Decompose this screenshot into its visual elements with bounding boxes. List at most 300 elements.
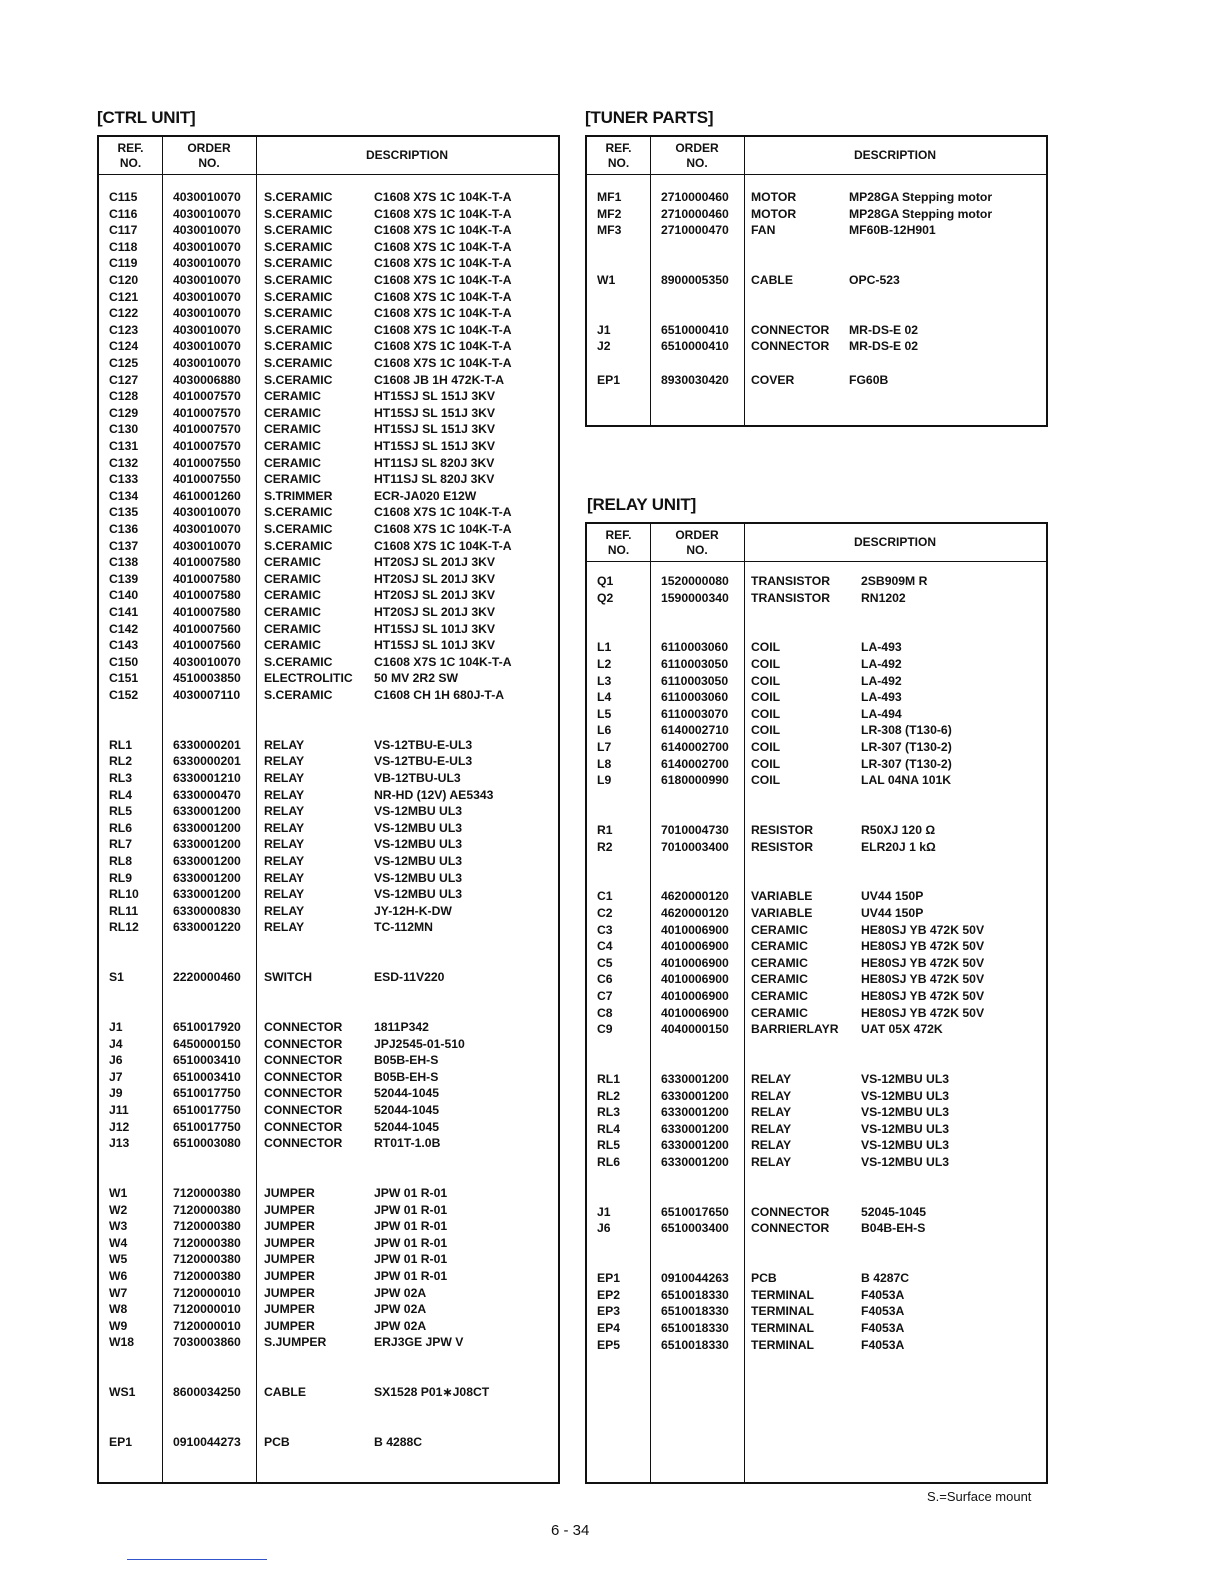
part-type-cell: PCB	[751, 1271, 777, 1286]
ref-no-cell: RL9	[109, 870, 133, 885]
bottom-rule	[127, 1559, 267, 1560]
table-row	[587, 706, 1046, 723]
part-type-cell: CONNECTOR	[751, 1221, 830, 1236]
part-spec-cell: C1608 X7S 1C 104K-T-A	[374, 223, 512, 238]
ref-no-cell: R1	[597, 823, 613, 837]
part-spec-cell: MR-DS-E 02	[849, 322, 919, 337]
ref-no-cell: EP1	[109, 1435, 133, 1449]
part-type-cell: S.CERAMIC	[264, 256, 333, 271]
ref-header-line2: NO.	[607, 155, 630, 170]
part-type-cell: RESISTOR	[751, 839, 814, 854]
part-type-cell: RELAY	[264, 887, 305, 902]
ref-no-cell: C121	[109, 289, 139, 304]
table-row	[99, 471, 558, 488]
table-row	[99, 1019, 558, 1036]
ref-no-cell: RL3	[597, 1105, 621, 1120]
order-header-line1: ORDER	[675, 527, 719, 542]
order-no-cell: 4030010070	[173, 273, 241, 287]
part-spec-cell: SX1528 P01∗J08CT	[374, 1385, 490, 1400]
order-no-cell: 4010007580	[173, 588, 241, 603]
order-no-cell: 4030010070	[173, 256, 241, 271]
ref-no-cell: RL1	[597, 1072, 621, 1086]
part-spec-cell: HE80SJ YB 472K 50V	[861, 972, 985, 987]
order-no-cell: 6140002710	[661, 723, 729, 738]
part-type-cell: FAN	[751, 223, 776, 238]
part-spec-cell: TC-112MN	[374, 920, 433, 935]
part-type-cell: MOTOR	[751, 190, 797, 204]
table-row	[99, 670, 558, 687]
order-no-cell: 6110003070	[661, 706, 729, 721]
ref-no-header	[587, 524, 650, 561]
order-no-cell: 4010006900	[661, 955, 729, 970]
part-spec-cell: B04B-EH-S	[861, 1221, 926, 1236]
ref-no-cell: C115	[109, 190, 138, 204]
ref-header-line1: REF.	[605, 527, 632, 542]
part-spec-cell: OPC-523	[849, 273, 900, 287]
order-no-cell: 4010007550	[173, 472, 241, 487]
part-spec-cell: HT15SJ SL 151J 3KV	[374, 405, 496, 420]
order-no-cell: 1520000080	[661, 574, 729, 588]
description-header: DESCRIPTION	[853, 535, 936, 549]
table-row	[99, 1218, 558, 1235]
part-type-cell: S.CERAMIC	[264, 688, 333, 702]
ref-no-cell: C143	[109, 638, 139, 653]
part-spec-cell: 52045-1045	[861, 1204, 927, 1219]
part-type-cell: RELAY	[264, 870, 305, 885]
ref-no-cell: L7	[597, 740, 612, 754]
table-row	[99, 1069, 558, 1086]
ref-no-header	[99, 137, 162, 174]
part-spec-cell: VS-12MBU UL3	[374, 837, 463, 852]
table-row	[99, 272, 558, 289]
ref-no-cell: C125	[109, 356, 139, 370]
ref-no-cell: R2	[597, 839, 613, 854]
ref-no-cell: W1	[109, 1186, 128, 1200]
ref-no-cell: J1	[597, 1204, 611, 1219]
order-no-cell: 4610001260	[173, 488, 241, 503]
part-type-cell: RELAY	[751, 1105, 792, 1120]
ref-no-cell: C120	[109, 273, 139, 287]
order-no-cell: 7010003400	[661, 839, 729, 854]
order-no-cell: 7120000380	[173, 1269, 241, 1283]
table-row	[587, 1121, 1046, 1138]
table-row	[99, 853, 558, 870]
table-row	[99, 1251, 558, 1268]
part-spec-cell: VS-12MBU UL3	[374, 820, 463, 835]
part-type-cell: S.CERAMIC	[264, 190, 333, 204]
part-type-cell: CABLE	[751, 273, 793, 287]
order-no-header	[650, 137, 744, 174]
part-type-cell: CERAMIC	[751, 989, 808, 1003]
table-row	[587, 888, 1046, 905]
ref-no-cell: W6	[109, 1269, 128, 1283]
order-no-cell: 8600034250	[173, 1385, 241, 1400]
part-spec-cell: VS-12MBU UL3	[861, 1088, 950, 1103]
table-row	[587, 272, 1046, 289]
order-no-cell: 7120000010	[173, 1318, 241, 1333]
table-row	[99, 322, 558, 339]
order-no-cell: 4010007580	[173, 571, 241, 586]
ref-no-cell: RL4	[109, 787, 133, 802]
part-type-cell: CERAMIC	[264, 455, 321, 470]
order-no-cell: 4030010070	[173, 322, 241, 337]
ref-no-cell: C142	[109, 621, 139, 636]
ref-no-cell: W2	[109, 1202, 128, 1217]
part-spec-cell: HT20SJ SL 201J 3KV	[374, 555, 496, 570]
order-no-cell: 2710000470	[661, 223, 729, 238]
part-type-cell: CERAMIC	[751, 939, 808, 954]
part-type-cell: S.CERAMIC	[264, 538, 333, 553]
part-type-cell: CONNECTOR	[264, 1086, 343, 1101]
part-type-cell: CONNECTOR	[751, 322, 830, 337]
table-row	[587, 1204, 1046, 1221]
table-row	[587, 338, 1046, 355]
part-type-cell: COIL	[751, 690, 781, 705]
order-no-cell: 4030006880	[173, 372, 241, 387]
table-row	[99, 903, 558, 920]
part-type-cell: CABLE	[264, 1385, 306, 1400]
table-row	[587, 322, 1046, 339]
part-type-cell: CONNECTOR	[751, 339, 830, 354]
order-no-cell: 6510018330	[661, 1287, 729, 1302]
part-type-cell: CERAMIC	[751, 955, 808, 970]
part-spec-cell: HE80SJ YB 472K 50V	[861, 989, 985, 1003]
table-row	[587, 189, 1046, 206]
order-no-cell: 6510017750	[173, 1119, 241, 1134]
order-no-cell: 6330001200	[661, 1121, 729, 1136]
part-type-cell: COIL	[751, 740, 781, 754]
ref-no-cell: C1	[597, 889, 613, 904]
order-no-cell: 6450000150	[173, 1036, 241, 1051]
ref-no-cell: C134	[109, 488, 139, 503]
order-no-cell: 6330001210	[173, 771, 241, 785]
part-type-cell: TERMINAL	[751, 1337, 814, 1352]
part-spec-cell: LA-494	[861, 706, 902, 721]
order-no-cell: 6330000201	[173, 754, 241, 769]
ref-no-cell: C123	[109, 322, 139, 337]
table-row	[99, 355, 558, 372]
ref-no-cell: C139	[109, 571, 139, 586]
part-type-cell: CERAMIC	[264, 571, 321, 586]
ref-no-cell: C133	[109, 472, 139, 487]
part-type-cell: VARIABLE	[751, 889, 813, 904]
order-no-cell: 6330001200	[661, 1155, 729, 1169]
table-row	[587, 689, 1046, 706]
part-spec-cell: JPW 01 R-01	[374, 1252, 448, 1267]
footnote: S.=Surface mount	[927, 1489, 1032, 1504]
description-header: DESCRIPTION	[365, 148, 448, 162]
tuner-parts-title: [TUNER PARTS]	[585, 108, 714, 127]
order-no-cell: 6110003060	[661, 640, 729, 655]
header-divider	[99, 174, 558, 175]
ref-no-cell: J13	[109, 1136, 130, 1151]
table-row	[99, 504, 558, 521]
table-row	[99, 1301, 558, 1318]
ref-no-cell: MF2	[597, 206, 622, 221]
table-row	[587, 1005, 1046, 1022]
table-row	[99, 1085, 558, 1102]
part-type-cell: RELAY	[751, 1072, 792, 1086]
part-spec-cell: RT01T-1.0B	[374, 1136, 441, 1151]
part-spec-cell: UV44 150P	[861, 889, 924, 904]
ref-no-cell: C128	[109, 389, 139, 404]
order-no-cell: 0910044263	[661, 1271, 729, 1286]
ref-no-cell: MF3	[597, 223, 622, 238]
part-spec-cell: VS-12TBU-E-UL3	[374, 737, 473, 752]
ref-no-cell: EP4	[597, 1321, 621, 1335]
order-no-cell: 7030003860	[173, 1335, 241, 1350]
table-row	[587, 988, 1046, 1005]
part-type-cell: RELAY	[751, 1121, 792, 1136]
table-row	[99, 338, 558, 355]
order-no-cell: 6140002700	[661, 740, 729, 754]
part-type-cell: CERAMIC	[264, 621, 321, 636]
part-type-cell: CERAMIC	[264, 472, 321, 487]
ref-no-cell: C9	[597, 1022, 613, 1037]
part-type-cell: JUMPER	[264, 1235, 315, 1250]
part-type-cell: CERAMIC	[264, 638, 321, 653]
ref-no-cell: J1	[597, 322, 611, 337]
order-no-cell: 6110003060	[661, 690, 729, 705]
order-header-line2: NO.	[198, 155, 220, 170]
part-type-cell: TRANSISTOR	[751, 574, 830, 588]
part-spec-cell: VS-12MBU UL3	[374, 887, 463, 902]
part-type-cell: JUMPER	[264, 1202, 315, 1217]
table-row	[587, 822, 1046, 839]
order-no-cell: 4010006900	[661, 989, 729, 1003]
order-no-cell: 4030010070	[173, 306, 241, 321]
relay-unit-table	[585, 522, 1048, 1484]
table-row	[587, 955, 1046, 972]
part-type-cell: TERMINAL	[751, 1321, 814, 1335]
table-row	[587, 573, 1046, 590]
order-no-cell: 1590000340	[661, 590, 729, 605]
ref-no-cell: C119	[109, 256, 138, 271]
ref-no-cell: Q2	[597, 590, 614, 605]
part-spec-cell: LAL 04NA 101K	[861, 773, 952, 788]
ref-no-cell: C151	[109, 671, 139, 686]
order-no-cell: 6510017750	[173, 1103, 241, 1117]
part-spec-cell: 1811P342	[374, 1020, 429, 1034]
header-divider	[587, 174, 1046, 175]
table-row	[587, 1104, 1046, 1121]
table-row	[99, 222, 558, 239]
part-spec-cell: LR-307 (T130-2)	[861, 756, 952, 771]
ref-no-cell: C3	[597, 922, 613, 937]
ref-no-cell: MF1	[597, 190, 622, 204]
order-no-cell: 4030010070	[173, 190, 241, 204]
table-row	[587, 656, 1046, 673]
ref-no-cell: C131	[109, 439, 139, 453]
ref-no-cell: C135	[109, 505, 139, 520]
part-spec-cell: HE80SJ YB 472K 50V	[861, 1005, 985, 1020]
ref-no-cell: J1	[109, 1020, 123, 1034]
ref-no-cell: L2	[597, 657, 612, 671]
part-type-cell: CERAMIC	[751, 972, 808, 987]
ref-no-cell: S1	[109, 970, 124, 985]
order-no-cell: 6510003410	[173, 1053, 241, 1068]
part-spec-cell: VB-12TBU-UL3	[374, 771, 461, 785]
part-spec-cell: VS-12MBU UL3	[861, 1105, 950, 1120]
ref-no-cell: C152	[109, 688, 139, 702]
part-spec-cell: HT20SJ SL 201J 3KV	[374, 605, 496, 619]
order-no-cell: 6510000410	[661, 322, 729, 337]
table-row	[99, 820, 558, 837]
page-number: 6 - 34	[551, 1522, 590, 1539]
part-spec-cell: LA-492	[861, 657, 902, 671]
part-spec-cell: VS-12MBU UL3	[374, 804, 463, 819]
part-type-cell: CONNECTOR	[264, 1036, 343, 1051]
ref-no-cell: C138	[109, 555, 139, 570]
table-row	[587, 222, 1046, 239]
ref-no-cell: C130	[109, 422, 139, 437]
ref-no-cell: C129	[109, 405, 139, 420]
table-row	[587, 1088, 1046, 1105]
table-row	[587, 1137, 1046, 1154]
part-type-cell: RELAY	[751, 1138, 792, 1153]
order-no-cell: 7010004730	[661, 823, 729, 837]
table-row	[99, 803, 558, 820]
table-row	[99, 1202, 558, 1219]
part-type-cell: COIL	[751, 723, 781, 738]
part-type-cell: S.CERAMIC	[264, 273, 333, 287]
table-row	[99, 189, 558, 206]
order-no-cell: 4010006900	[661, 939, 729, 954]
order-no-cell: 7120000380	[173, 1235, 241, 1250]
part-type-cell: ELECTROLITIC	[264, 671, 353, 686]
table-row	[99, 372, 558, 389]
order-no-cell: 4510003850	[173, 671, 241, 686]
ref-no-cell: W7	[109, 1285, 128, 1300]
part-spec-cell: VS-12MBU UL3	[861, 1155, 950, 1169]
part-spec-cell: MP28GA Stepping motor	[849, 190, 993, 204]
part-type-cell: RELAY	[264, 804, 305, 819]
part-spec-cell: C1608 X7S 1C 104K-T-A	[374, 206, 512, 221]
part-spec-cell: NR-HD (12V) AE5343	[374, 787, 494, 802]
table-row	[99, 770, 558, 787]
table-row	[99, 587, 558, 604]
ref-no-cell: W18	[109, 1335, 135, 1350]
table-row	[99, 919, 558, 936]
part-type-cell: CERAMIC	[264, 439, 321, 453]
ref-no-cell: J11	[109, 1103, 129, 1117]
part-spec-cell: F4053A	[861, 1337, 905, 1352]
part-spec-cell: 2SB909M R	[861, 574, 928, 588]
part-type-cell: RELAY	[264, 854, 305, 868]
part-type-cell: S.CERAMIC	[264, 322, 333, 337]
order-no-cell: 6180000990	[661, 773, 729, 788]
order-header-line1: ORDER	[675, 140, 719, 155]
part-type-cell: RELAY	[264, 737, 305, 752]
ref-no-cell: J2	[597, 339, 611, 354]
part-spec-cell: 52044-1045	[374, 1086, 440, 1101]
part-spec-cell: C1608 X7S 1C 104K-T-A	[374, 289, 512, 304]
order-no-cell: 6330001200	[661, 1105, 729, 1120]
order-no-cell: 8900005350	[661, 273, 729, 287]
table-row	[587, 1270, 1046, 1287]
part-spec-cell: HT15SJ SL 101J 3KV	[374, 638, 496, 653]
part-spec-cell: JY-12H-K-DW	[374, 903, 452, 918]
table-row	[99, 1102, 558, 1119]
part-type-cell: CERAMIC	[264, 389, 321, 404]
order-no-cell: 4030010070	[173, 522, 241, 536]
part-spec-cell: JPW 01 R-01	[374, 1186, 448, 1200]
ref-no-cell: L5	[597, 706, 612, 721]
table-row	[587, 372, 1046, 389]
ref-no-cell: C7	[597, 989, 613, 1003]
table-row	[99, 571, 558, 588]
part-type-cell: COIL	[751, 706, 781, 721]
part-type-cell: VARIABLE	[751, 906, 813, 920]
part-spec-cell: C1608 X7S 1C 104K-T-A	[374, 273, 512, 287]
ref-no-cell: EP1	[597, 372, 621, 387]
ref-no-cell: W4	[109, 1235, 128, 1250]
order-no-cell: 6330001220	[173, 920, 241, 935]
part-type-cell: COIL	[751, 657, 781, 671]
ref-no-cell: W3	[109, 1219, 128, 1234]
table-row	[587, 206, 1046, 223]
table-row	[99, 289, 558, 306]
part-type-cell: CONNECTOR	[264, 1103, 343, 1117]
part-type-cell: S.CERAMIC	[264, 372, 333, 387]
order-no-cell: 6330001200	[173, 887, 241, 902]
part-spec-cell: C1608 X7S 1C 104K-T-A	[374, 522, 512, 536]
part-spec-cell: 50 MV 2R2 SW	[374, 671, 458, 686]
part-type-cell: CONNECTOR	[264, 1119, 343, 1134]
order-no-header	[162, 137, 256, 174]
order-no-cell: 4620000120	[661, 889, 729, 904]
table-row	[587, 1303, 1046, 1320]
part-type-cell: CERAMIC	[264, 555, 321, 570]
order-no-cell: 7120000380	[173, 1186, 241, 1200]
table-row	[99, 753, 558, 770]
table-row	[99, 1052, 558, 1069]
order-no-cell: 4030010070	[173, 356, 241, 370]
ref-no-cell: C136	[109, 522, 139, 536]
order-header-line1: ORDER	[187, 140, 231, 155]
ref-no-cell: J6	[109, 1053, 123, 1068]
part-spec-cell: C1608 X7S 1C 104K-T-A	[374, 256, 512, 271]
order-header-line2: NO.	[686, 542, 708, 557]
ref-no-cell: C4	[597, 939, 613, 954]
ref-no-cell: J7	[109, 1069, 123, 1084]
ref-no-cell: RL12	[109, 920, 139, 935]
order-no-cell: 6330001200	[173, 870, 241, 885]
part-spec-cell: HT11SJ SL 820J 3KV	[374, 455, 495, 470]
part-spec-cell: VS-12MBU UL3	[861, 1121, 950, 1136]
part-spec-cell: VS-12MBU UL3	[861, 1138, 950, 1153]
ref-no-cell: RL2	[109, 754, 133, 769]
part-spec-cell: JPW 01 R-01	[374, 1219, 448, 1234]
part-type-cell: RELAY	[264, 771, 305, 785]
ref-no-header	[587, 137, 650, 174]
table-row	[99, 1318, 558, 1335]
table-row	[99, 206, 558, 223]
part-type-cell: S.CERAMIC	[264, 505, 333, 520]
table-row	[99, 787, 558, 804]
part-type-cell: RELAY	[264, 837, 305, 852]
table-row	[99, 604, 558, 621]
order-no-cell: 4030007110	[173, 688, 241, 702]
part-spec-cell: JPW 02A	[374, 1302, 427, 1317]
ref-no-cell: RL1	[109, 737, 133, 752]
order-no-cell: 4010007550	[173, 455, 241, 470]
table-row	[99, 1334, 558, 1351]
part-spec-cell: VS-12MBU UL3	[374, 870, 463, 885]
order-no-cell: 6140002700	[661, 756, 729, 771]
part-spec-cell: LR-307 (T130-2)	[861, 740, 952, 754]
table-row	[587, 722, 1046, 739]
